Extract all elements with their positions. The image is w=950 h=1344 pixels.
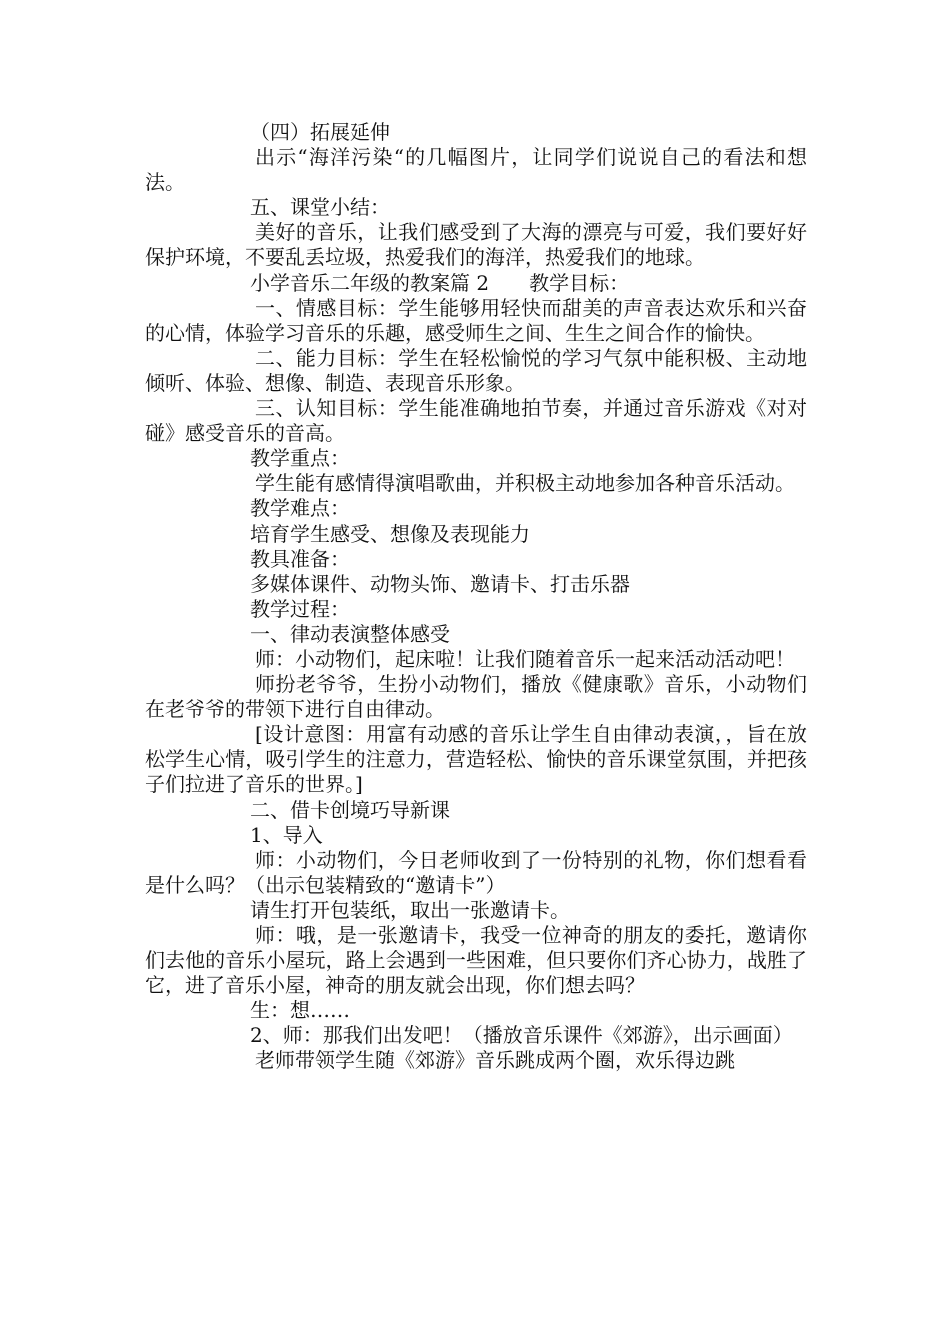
paragraph: 请生打开包装纸，取出一张邀请卡。	[250, 897, 570, 922]
paragraph-design-note: [设计意图：用富有动感的音乐让学生自由律动表演，，旨在放松学生心情，吸引学生的注意力，营造轻松、愉快的音乐课堂氛围，并把孩子们拉进了音乐的世界。]	[145, 722, 807, 797]
paragraph-heading-step: 二、借卡创境巧导新课	[250, 797, 450, 822]
paragraph: 二、能力目标：学生在轻松愉悦的学习气氛中能积极、主动地倾听、体验、想像、制造、表现音乐形象。	[145, 345, 807, 395]
paragraph: 师：小动物们，起床啦！让我们随着音乐一起来活动活动吧！	[255, 646, 795, 671]
paragraph-heading: 教学难点：	[250, 496, 350, 521]
paragraph-heading: 教具准备：	[250, 546, 350, 571]
paragraph: 师扮老爷爷，生扮小动物们，播放《健康歌》音乐，小动物们在老爷爷的带领下进行自由律动。	[145, 672, 807, 722]
paragraph: 学生能有感情得演唱歌曲，并积极主动地参加各种音乐活动。	[255, 471, 795, 496]
paragraph: 多媒体课件、动物头饰、邀请卡、打击乐器	[250, 571, 630, 596]
paragraph: 三、认知目标：学生能准确地拍节奏，并通过音乐游戏《对对碰》感受音乐的音高。	[145, 396, 807, 446]
paragraph-heading-substep: 1、导入	[250, 822, 323, 847]
paragraph: 一、情感目标：学生能够用轻快而甜美的声音表达欢乐和兴奋的心情，体验学习音乐的乐趣，感受师生之间、生生之间合作的愉快。	[145, 295, 807, 345]
paragraph-heading: 教学重点：	[250, 446, 350, 471]
paragraph-heading-summary: 五、课堂小结：	[250, 195, 390, 220]
paragraph-heading: 教学过程：	[250, 596, 350, 621]
paragraph: 2、师：那我们出发吧！（播放音乐课件《郊游》，出示画面）	[250, 1023, 793, 1048]
section-title: 小学音乐二年级的教案篇 2 教学目标：	[250, 270, 630, 295]
paragraph: 师：小动物们，今日老师收到了一份特别的礼物，你们想看看是什么吗？（出示包装精致的“邀请卡”）	[145, 847, 807, 897]
paragraph-heading-step: 一、律动表演整体感受	[250, 621, 450, 646]
paragraph: 老师带领学生随《郊游》音乐跳成两个圈，欢乐得边跳	[255, 1048, 735, 1073]
paragraph: 师：哦，是一张邀请卡，我受一位神奇的朋友的委托，邀请你们去他的音乐小屋玩，路上会遇到一些困难，但只要你们齐心协力，战胜了它，进了音乐小屋，神奇的朋友就会出现，你们想去吗？	[145, 923, 807, 998]
paragraph: 生：想……	[250, 998, 350, 1023]
paragraph: 美好的音乐，让我们感受到了大海的漂亮与可爱，我们要好好保护环境，不要乱丢垃圾，热爱我们的海洋，热爱我们的地球。	[145, 220, 807, 270]
document-body	[145, 120, 807, 1074]
paragraph-subheading-extension: （四）拓展延伸	[250, 120, 390, 144]
paragraph: 培育学生感受、想像及表现能力	[250, 521, 530, 546]
paragraph: 出示“海洋污染“的几幅图片，让同学们说说自己的看法和想法。	[145, 145, 807, 195]
